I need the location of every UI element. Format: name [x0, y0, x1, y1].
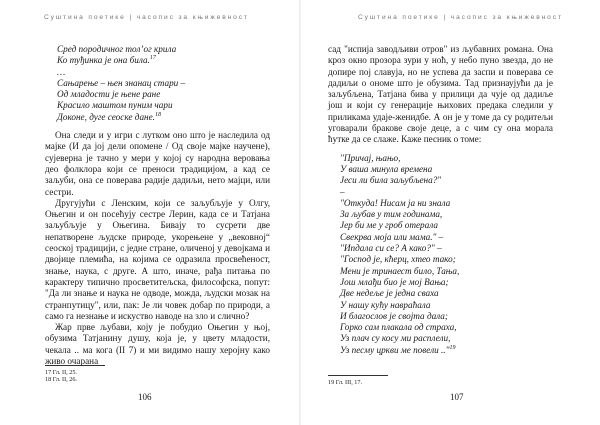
verse-line: "Откуда! Нисам ја ни знала — [340, 197, 451, 208]
verse-line: "Ипдала си се? А како?" – — [340, 243, 442, 254]
footnote: 19 Гл. III, 17. — [328, 379, 363, 386]
running-header-right: Суштина поетике | часопис за књижевност — [358, 14, 563, 21]
footnote-ref[interactable]: 17 — [149, 55, 156, 62]
footnote: 18 Гл. II, 26. — [45, 376, 77, 384]
verse-line: Јер би ме у гроб отерала — [340, 220, 438, 231]
verse-line: Сред породичног тол’ог крила — [57, 44, 177, 54]
verse-line: Још млађи био је мој Вања; — [340, 276, 449, 287]
footnotes-left — [45, 369, 77, 383]
footnotes-right — [328, 379, 362, 386]
verse-line: – — [340, 186, 345, 197]
right-page — [300, 0, 600, 425]
running-header-left: Суштина поетике | часопис за књижевност — [44, 14, 249, 21]
verse-line: "Причај, њањо, — [340, 152, 401, 163]
verse-line: У ваша минула времена — [340, 163, 433, 174]
verse-line: Уз песму цркви ме повели .."$^{19}$ — [340, 344, 456, 355]
verse-line: Јеси ли била заљубљена?" — [340, 175, 442, 186]
footnote-ref[interactable]: 19 — [449, 344, 456, 351]
right-body — [328, 44, 553, 356]
verse-line: Мени је тринаест било, Тања, — [340, 265, 460, 276]
footnote-divider — [328, 375, 388, 376]
verse-line: "Господ је, кћерц, хтео тако; — [340, 254, 456, 265]
verse-line: Горко сам плакала од страха, — [340, 322, 457, 333]
verse-line: У нашу кућу навраћала — [340, 299, 431, 310]
paragraph: сад "испија заводљиви отров" из љубавних романа. Она кроз окно прозора зури у ноћ, у небо пуно звезда, до не допире пој славуја, но не успева да заспи и поверава се дадиљи о ономе што је обузима. Тад признаујући да је заљубљена, Татјана бива у прилици да чује од дадиље још и који су генерације њихових предака следили у приликама удаје-женидбе. А он је у томе да су родитељи уговарали бракове своје деце, а с чим су она морала ћутке да се слаже. Каже песник о томе: — [328, 44, 553, 145]
verse-block-1 — [57, 44, 270, 123]
paragraph: Жар прве љубави, коју је побудио Оњегин у њој, обузима Татјанину душу, која је, у цвету младости, чекала .. ма кога (II 7) и ми видимо нашу херојну како живо очарана — [45, 322, 270, 367]
page-number: 107 — [450, 392, 464, 402]
footnote-divider — [45, 365, 105, 366]
paragraph: Она следи и у игри с лутком оно што је наследила од мајке (И да јој дели опомене / Од своје мајке научене), сујеверна је тачно у мери у којој су народна веровања део фолклора који се преноси традицијом, а кад се заљуби, она се поверава радије дадиљи, нето мајци, или сестри. — [45, 130, 270, 197]
footnote-ref[interactable]: 18 — [154, 111, 161, 118]
verse-line: Две недеље је једна сваха — [340, 288, 439, 299]
verse-line: Доконе, дуге сеоске дане.$^{18}$ — [57, 111, 161, 122]
page-number: 106 — [138, 392, 152, 402]
verse-line: Красило маштом пуним чари — [57, 100, 173, 111]
verse-line: Уз плач су косу ми расплели, — [340, 333, 451, 344]
verse-line: За љубав у тим годинама, — [340, 209, 443, 220]
verse-line: Свекрва моја или мама." – — [340, 231, 444, 242]
verse-block-2 — [340, 153, 553, 356]
verse-line: Од младости је њене ране — [57, 89, 161, 100]
paragraph: Другујући с Ленским, који се заљубљује у Олгу, Оњегин и он посећују сестре Лерин, када се и Татјана заљубљује у Оњегина. Бивају то сусрети две непатворене људске природе, укорењене у „вековној“ сеоској традицији, с једне стране, оличеној у девојкама и двојице племића, на којима се одразила просвећеност, знање, наука, с друге. А што, иначе, рађа питања по карактеру типично просветитељска, философска, попут: "Да ли знање и наука не одводе, можда, људски мозак на странпутицу", или, пак: Је ли човек добар по природи, а само га незнање и искуство наводе на зло и слично? — [45, 197, 270, 321]
verse-line: … — [57, 66, 66, 77]
left-body — [45, 44, 270, 367]
footnote: 17 Гл. II, 25. — [45, 369, 77, 376]
verse-line: Сањарење – њен знанац стари – — [57, 77, 186, 88]
verse-line: Ко туђинка је она била.$^{17}$ — [57, 55, 156, 66]
verse-line: И благослов је својта дала; — [340, 310, 448, 321]
